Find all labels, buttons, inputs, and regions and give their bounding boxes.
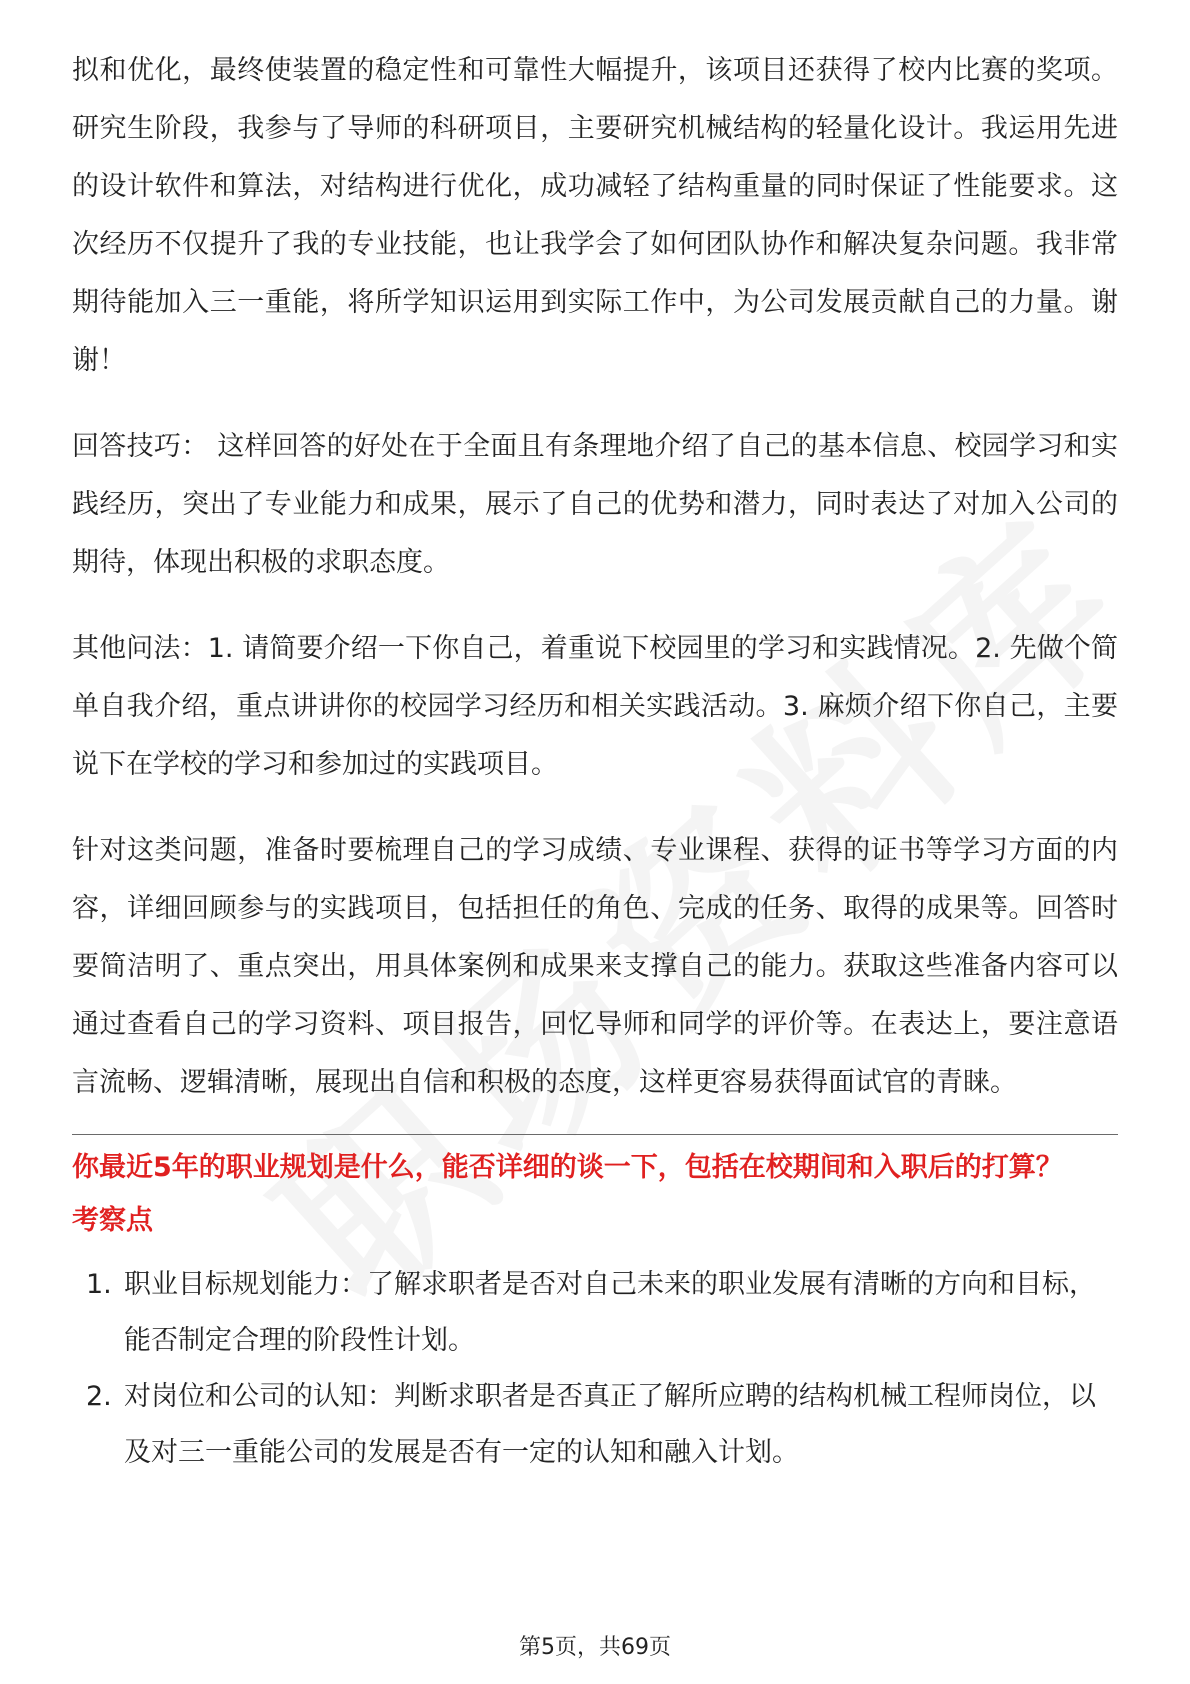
paragraph-intro-end: 拟和优化，最终使装置的稳定性和可靠性大幅提升，该项目还获得了校内比赛的奖项。研究生阶段，我参与了导师的科研项目，主要研究机械结构的轻量化设计。我运用先进的设计软件和算法，对结构进行优化，成功减轻了结构重量的同时保证了性能要求。这次经历不仅提升了我的专业技能，也让我学会了如何团队协作和解决复杂问题。我非常期待能加入三一重能，将所学知识运用到实际工作中，为公司发展贡献自己的力量。谢谢！ bbox=[72, 55, 1118, 376]
list-item-text: 职业目标规划能力：了解求职者是否对自己未来的职业发展有清晰的方向和目标，能否制定合理的阶段性计划。 bbox=[124, 1269, 1096, 1356]
list-item-number: 2. bbox=[86, 1381, 112, 1412]
assessment-points-list bbox=[72, 1257, 1118, 1481]
question-heading: 你最近5年的职业规划是什么，能否详细的谈一下，包括在校期间和入职后的打算？ bbox=[72, 1152, 1063, 1183]
list-item-text: 对岗位和公司的认知：判断求职者是否真正了解所应聘的结构机械工程师岗位，以及对三一重能公司的发展是否有一定的认知和融入计划。 bbox=[124, 1381, 1096, 1468]
page-number: 第5页，共69页 bbox=[519, 1635, 671, 1660]
list-item-number: 1. bbox=[86, 1269, 112, 1300]
paragraph-answer-tips: 回答技巧： 这样回答的好处在于全面且有条理地介绍了自己的基本信息、校园学习和实践经历，突出了专业能力和成果，展示了自己的优势和潜力，同时表达了对加入公司的期待，体现出积极的求职态度。 bbox=[72, 431, 1118, 578]
paragraph-other-asks: 其他问法：1. 请简要介绍一下你自己，着重说下校园里的学习和实践情况。2. 先做个简单自我介绍，重点讲讲你的校园学习经历和相关实践活动。3. 麻烦介绍下你自己，主要说下在学校的学习和参加过的实践项目。 bbox=[72, 633, 1118, 780]
section-divider bbox=[72, 1134, 1118, 1135]
paragraph-preparation: 针对这类问题，准备时要梳理自己的学习成绩、专业课程、获得的证书等学习方面的内容，详细回顾参与的实践项目，包括担任的角色、完成的任务、取得的成果等。回答时要简洁明了、重点突出，用具体案例和成果来支撑自己的能力。获取这些准备内容可以通过查看自己的学习资料、项目报告，回忆导师和同学的评价等。在表达上，要注意语言流畅、逻辑清晰，展现出自信和积极的态度，这样更容易获得面试官的青睐。 bbox=[72, 835, 1118, 1098]
list-item bbox=[72, 1257, 1118, 1369]
page-content bbox=[72, 42, 1118, 1481]
list-item bbox=[72, 1369, 1118, 1481]
assessment-points-title: 考察点 bbox=[72, 1205, 153, 1236]
